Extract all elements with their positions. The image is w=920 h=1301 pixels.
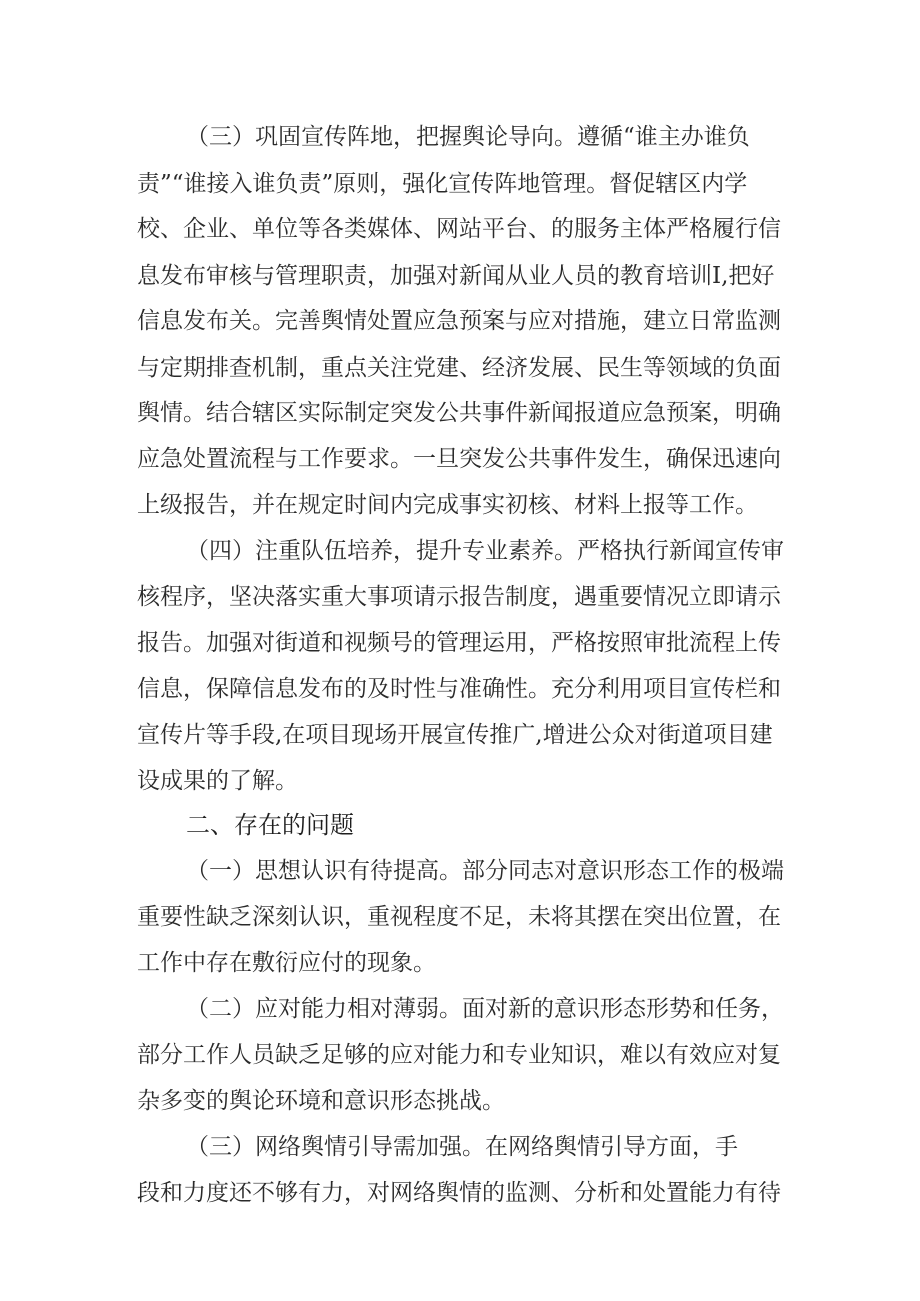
paragraph-line: 信息，保障信息发布的及时性与准确性。充分利用项目宣传栏和 (137, 676, 781, 702)
paragraph-line: （三）网络舆情引导需加强。在网络舆情引导方面，手 (186, 1134, 738, 1160)
paragraph-line: 部分工作人员缺乏足够的应对能力和专业知识，难以有效应对复 (137, 1042, 781, 1068)
paragraph-line: 宣传片等手段,在项目现场开展宣传推广,增进公众对街道项目建 (137, 722, 773, 748)
paragraph-line: （一）思想认识有待提高。部分同志对意识形态工作的极端 (186, 858, 784, 884)
paragraph-line: （二）应对能力相对薄弱。面对新的意识形态形势和任务， (186, 996, 784, 1022)
paragraph-line: 信息发布关。完善舆情处置应急预案与应对措施，建立日常监测 (137, 308, 781, 334)
paragraph-line: 舆情。结合辖区实际制定突发公共事件新闻报道应急预案，明确 (137, 400, 781, 426)
paragraph-line: 与定期排查机制，重点关注党建、经济发展、民生等领域的负面 (137, 355, 781, 381)
section-heading: 二、存在的问题 (186, 811, 354, 839)
paragraph-line: 核程序，坚决落实重大事项请示报告制度，遇重要情况立即请示 (137, 584, 781, 610)
paragraph-line: 上级报告，并在规定时间内完成事实初核、材料上报等工作。 (137, 492, 758, 518)
paragraph-line: 设成果的了解。 (137, 768, 298, 794)
paragraph-line: 段和力度还不够有力，对网络舆情的监测、分析和处置能力有待 (137, 1180, 781, 1206)
paragraph-line: 校、企业、单位等各类媒体、网站平台、的服务主体严格履行信 (137, 216, 781, 242)
paragraph-line: 报告。加强对街道和视频号的管理运用，严格按照审批流程上传 (137, 630, 781, 656)
paragraph-line: 应急处置流程与工作要求。一旦突发公共事件发生，确保迅速向 (137, 446, 781, 472)
paragraph-line: 责”“谁接入谁负责”原则，强化宣传阵地管理。督促辖区内学 (137, 171, 748, 197)
paragraph-line: （四）注重队伍培养，提升专业素养。严格执行新闻宣传审 (186, 538, 784, 564)
paragraph-line: 重要性缺乏深刻认识，重视程度不足，未将其摆在突出位置，在 (137, 904, 781, 930)
paragraph-line: 工作中存在敷衍应付的现象。 (137, 950, 436, 976)
paragraph-line: 息发布审核与管理职责，加强对新闻从业人员的教育培训I,把好 (137, 263, 775, 289)
paragraph-line: 杂多变的舆论环境和意识形态挑战。 (137, 1088, 505, 1114)
paragraph-line: （三）巩固宣传阵地，把握舆论导向。遵循“谁主办谁负 (186, 124, 750, 150)
